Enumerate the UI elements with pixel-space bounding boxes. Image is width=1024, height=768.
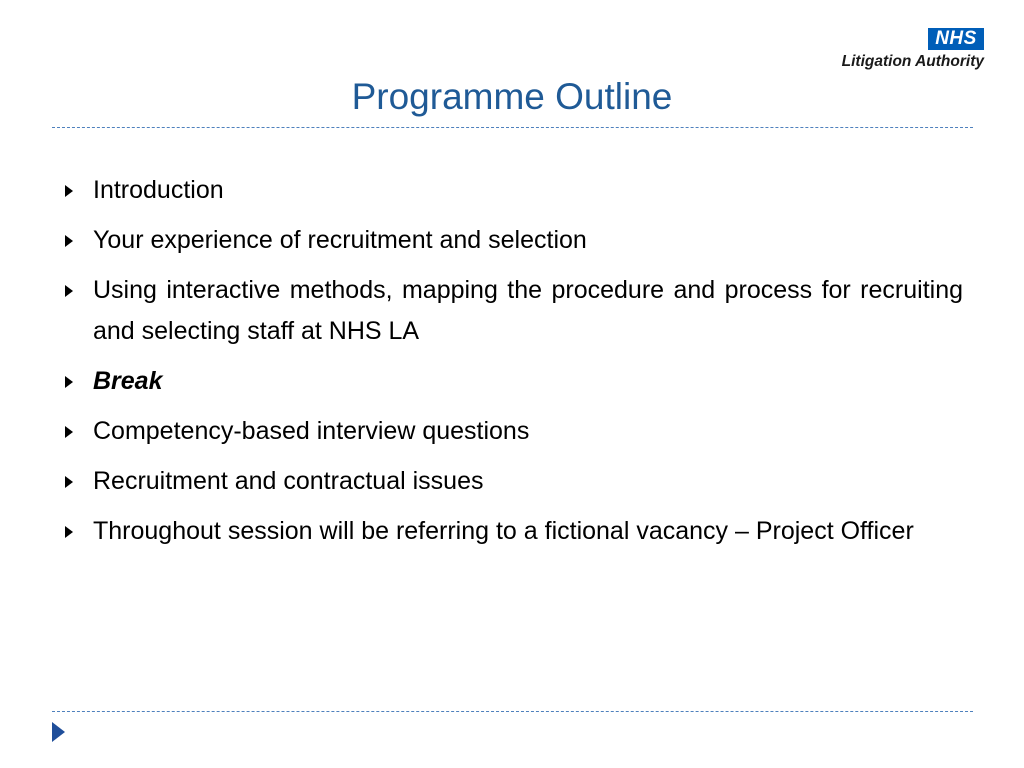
nhs-logo-badge: NHS — [928, 28, 984, 50]
bullet-text: Introduction — [93, 176, 224, 204]
nhs-logo — [814, 28, 984, 74]
triangle-right-icon — [65, 526, 73, 538]
bullet-item-introduction — [60, 170, 963, 211]
bullet-text: Recruitment and contractual issues — [93, 467, 484, 495]
bullet-text: Using interactive methods, mapping the procedure and process for recruiting and selecting staff at NHS LA — [93, 276, 963, 345]
bullet-item-experience — [60, 220, 963, 261]
triangle-right-icon — [65, 185, 73, 197]
triangle-right-icon — [65, 476, 73, 488]
bottom-divider — [52, 711, 973, 712]
nhs-logo-subtitle: Litigation Authority — [841, 53, 984, 70]
bullet-list — [60, 170, 963, 561]
bullet-item-break — [60, 361, 963, 402]
top-divider — [52, 127, 973, 128]
bullet-item-contractual — [60, 461, 963, 502]
triangle-right-icon — [65, 426, 73, 438]
triangle-right-icon — [52, 722, 65, 742]
bullet-text: Competency-based interview questions — [93, 417, 530, 445]
bullet-text: Throughout session will be referring to a fictional vacancy – Project Officer — [93, 517, 914, 545]
bullet-text: Your experience of recruitment and selection — [93, 226, 587, 254]
slide-title: Programme Outline — [351, 76, 673, 117]
triangle-right-icon — [65, 376, 73, 388]
bullet-item-interactive-methods — [60, 270, 963, 352]
triangle-right-icon — [65, 235, 73, 247]
triangle-right-icon — [65, 285, 73, 297]
bullet-item-competency — [60, 411, 963, 452]
bullet-item-fictional-vacancy — [60, 511, 963, 552]
bullet-text: Break — [93, 367, 163, 395]
